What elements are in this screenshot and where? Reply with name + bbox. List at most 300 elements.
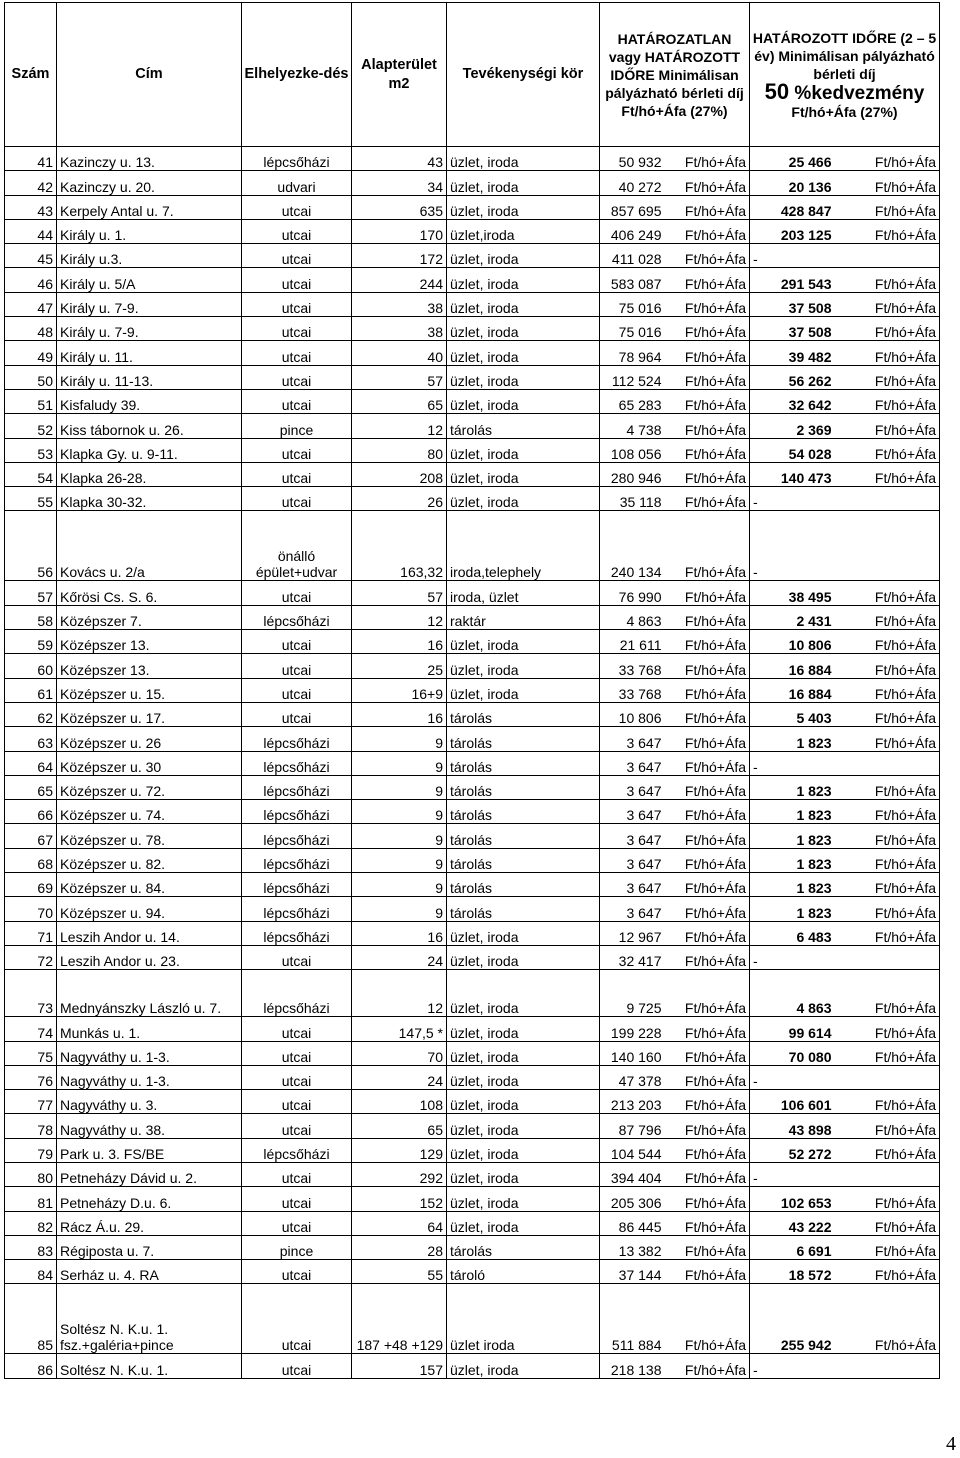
- row-activity: üzlet, iroda: [447, 1187, 600, 1211]
- row-location: utcai: [242, 1065, 352, 1089]
- row-area: 9: [352, 727, 447, 751]
- row-price-indefinite-unit: Ft/hó+Áfa: [665, 244, 750, 268]
- row-address: Király u.3.: [57, 244, 242, 268]
- table-row: [5, 873, 940, 897]
- row-address: Középszer u. 78.: [57, 824, 242, 848]
- row-address: Középszer u. 17.: [57, 702, 242, 726]
- row-number: 74: [5, 1017, 57, 1041]
- row-price-indefinite: 75 016: [600, 317, 665, 341]
- row-number: 60: [5, 654, 57, 678]
- row-location: utcai: [242, 365, 352, 389]
- row-number: 71: [5, 921, 57, 945]
- row-activity: üzlet, iroda: [447, 654, 600, 678]
- row-price-indefinite-unit: Ft/hó+Áfa: [665, 873, 750, 897]
- row-number: 67: [5, 824, 57, 848]
- row-activity: raktár: [447, 605, 600, 629]
- row-price-indefinite-unit: Ft/hó+Áfa: [665, 605, 750, 629]
- table-row: [5, 1284, 940, 1354]
- table-row: [5, 389, 940, 413]
- row-price-indefinite-unit: Ft/hó+Áfa: [665, 1041, 750, 1065]
- row-area: 25: [352, 654, 447, 678]
- header-hatarozatlan: HATÁROZATLAN vagy HATÁROZOTT IDŐRE Minimálisan pályázható bérleti díj Ft/hó+Áfa (27%): [600, 3, 750, 147]
- row-price-discount: 25 466: [750, 147, 835, 171]
- row-area: 108: [352, 1090, 447, 1114]
- row-price-discount-unit: Ft/hó+Áfa: [835, 581, 940, 605]
- row-number: 54: [5, 462, 57, 486]
- row-price-discount: 32 642: [750, 389, 835, 413]
- row-address: Középszer u. 30: [57, 751, 242, 775]
- row-address: Klapka 30-32.: [57, 487, 242, 511]
- row-location: lépcsőházi: [242, 970, 352, 1017]
- row-location: utcai: [242, 389, 352, 413]
- row-price-indefinite: 78 964: [600, 341, 665, 365]
- row-price-indefinite-unit: Ft/hó+Áfa: [665, 1162, 750, 1186]
- row-price-indefinite: 4 738: [600, 414, 665, 438]
- rental-table: [4, 2, 940, 1379]
- row-price-indefinite-unit: Ft/hó+Áfa: [665, 630, 750, 654]
- table-row: [5, 1090, 940, 1114]
- row-price-discount-unit: Ft/hó+Áfa: [835, 1017, 940, 1041]
- row-area: 16: [352, 630, 447, 654]
- row-address: Középszer u. 82.: [57, 848, 242, 872]
- row-location: utcai: [242, 1187, 352, 1211]
- row-price-discount: 38 495: [750, 581, 835, 605]
- row-location: utcai: [242, 1354, 352, 1378]
- row-area: 163,32: [352, 511, 447, 581]
- row-address: Kiss tábornok u. 26.: [57, 414, 242, 438]
- table-row: [5, 147, 940, 171]
- row-activity: tárolás: [447, 702, 600, 726]
- header-cim: Cím: [57, 3, 242, 147]
- row-price-indefinite-unit: Ft/hó+Áfa: [665, 800, 750, 824]
- row-price-discount-unit: Ft/hó+Áfa: [835, 1041, 940, 1065]
- row-address: Középszer 13.: [57, 654, 242, 678]
- row-price-discount-unit: Ft/hó+Áfa: [835, 1235, 940, 1259]
- row-price-discount: 52 272: [750, 1138, 835, 1162]
- row-activity: üzlet, iroda: [447, 945, 600, 969]
- row-area: 16+9: [352, 678, 447, 702]
- row-price-indefinite: 3 647: [600, 824, 665, 848]
- table-row: [5, 775, 940, 799]
- row-address: Rácz Á.u. 29.: [57, 1211, 242, 1235]
- row-price-indefinite: 33 768: [600, 678, 665, 702]
- row-price-indefinite: 583 087: [600, 268, 665, 292]
- row-area: 34: [352, 171, 447, 195]
- row-price-discount-unit: Ft/hó+Áfa: [835, 438, 940, 462]
- row-activity: üzlet, iroda: [447, 268, 600, 292]
- row-area: 9: [352, 751, 447, 775]
- row-address: Középszer u. 84.: [57, 873, 242, 897]
- row-price-indefinite: 3 647: [600, 727, 665, 751]
- row-area: 12: [352, 605, 447, 629]
- row-location: lépcsőházi: [242, 800, 352, 824]
- row-price-indefinite-unit: Ft/hó+Áfa: [665, 1138, 750, 1162]
- row-price-indefinite: 280 946: [600, 462, 665, 486]
- row-address: Középszer u. 94.: [57, 897, 242, 921]
- table-row: [5, 1114, 940, 1138]
- row-address: Kőrösi Cs. S. 6.: [57, 581, 242, 605]
- row-price-indefinite-unit: Ft/hó+Áfa: [665, 1090, 750, 1114]
- row-price-indefinite: 12 967: [600, 921, 665, 945]
- row-price-discount-unit: Ft/hó+Áfa: [835, 897, 940, 921]
- row-address: Nagyváthy u. 1-3.: [57, 1065, 242, 1089]
- row-price-discount: -: [750, 1162, 835, 1186]
- header-elhelyezkedes: Elhelyezke-dés: [242, 3, 352, 147]
- row-location: utcai: [242, 219, 352, 243]
- row-price-discount: 1 823: [750, 848, 835, 872]
- row-location: lépcsőházi: [242, 873, 352, 897]
- row-price-indefinite-unit: Ft/hó+Áfa: [665, 581, 750, 605]
- table-row: [5, 462, 940, 486]
- row-activity: üzlet, iroda: [447, 244, 600, 268]
- row-number: 47: [5, 292, 57, 316]
- row-location: lépcsőházi: [242, 605, 352, 629]
- row-area: 172: [352, 244, 447, 268]
- row-number: 44: [5, 219, 57, 243]
- table-row: [5, 1260, 940, 1284]
- row-price-indefinite-unit: Ft/hó+Áfa: [665, 751, 750, 775]
- row-price-indefinite-unit: Ft/hó+Áfa: [665, 775, 750, 799]
- row-price-indefinite: 3 647: [600, 775, 665, 799]
- row-number: 65: [5, 775, 57, 799]
- row-address: Mednyánszky László u. 7.: [57, 970, 242, 1017]
- row-address: Leszih Andor u. 23.: [57, 945, 242, 969]
- row-number: 61: [5, 678, 57, 702]
- row-price-indefinite: 108 056: [600, 438, 665, 462]
- row-price-indefinite: 140 160: [600, 1041, 665, 1065]
- row-number: 46: [5, 268, 57, 292]
- row-number: 53: [5, 438, 57, 462]
- row-area: 152: [352, 1187, 447, 1211]
- row-price-indefinite: 87 796: [600, 1114, 665, 1138]
- row-number: 55: [5, 487, 57, 511]
- row-price-discount-unit: Ft/hó+Áfa: [835, 630, 940, 654]
- row-price-discount: 2 431: [750, 605, 835, 629]
- row-price-discount-unit: [835, 1065, 940, 1089]
- row-activity: üzlet, iroda: [447, 1211, 600, 1235]
- row-address: Munkás u. 1.: [57, 1017, 242, 1041]
- row-activity: üzlet, iroda: [447, 970, 600, 1017]
- row-number: 77: [5, 1090, 57, 1114]
- row-price-indefinite: 40 272: [600, 171, 665, 195]
- row-location: utcai: [242, 195, 352, 219]
- row-price-discount: 37 508: [750, 292, 835, 316]
- table-row: [5, 702, 940, 726]
- row-price-discount-unit: Ft/hó+Áfa: [835, 195, 940, 219]
- row-price-indefinite-unit: Ft/hó+Áfa: [665, 678, 750, 702]
- row-area: 16: [352, 702, 447, 726]
- row-area: 9: [352, 873, 447, 897]
- row-number: 70: [5, 897, 57, 921]
- row-number: 48: [5, 317, 57, 341]
- row-activity: tárolás: [447, 824, 600, 848]
- row-price-indefinite-unit: Ft/hó+Áfa: [665, 897, 750, 921]
- row-price-indefinite: 33 768: [600, 654, 665, 678]
- row-location: utcai: [242, 1041, 352, 1065]
- row-price-discount-unit: [835, 1162, 940, 1186]
- row-location: utcai: [242, 438, 352, 462]
- row-activity: tárolás: [447, 751, 600, 775]
- row-price-indefinite-unit: Ft/hó+Áfa: [665, 654, 750, 678]
- row-price-indefinite: 13 382: [600, 1235, 665, 1259]
- row-price-discount: 56 262: [750, 365, 835, 389]
- row-address: Király u. 7-9.: [57, 317, 242, 341]
- row-address: Középszer u. 72.: [57, 775, 242, 799]
- page-number: 4: [946, 1433, 956, 1455]
- row-price-discount-unit: Ft/hó+Áfa: [835, 414, 940, 438]
- row-area: 635: [352, 195, 447, 219]
- row-price-indefinite: 112 524: [600, 365, 665, 389]
- row-price-discount-unit: Ft/hó+Áfa: [835, 1138, 940, 1162]
- row-location: utcai: [242, 1114, 352, 1138]
- row-price-discount: -: [750, 751, 835, 775]
- row-price-indefinite: 3 647: [600, 897, 665, 921]
- table-row: [5, 921, 940, 945]
- row-location: udvari: [242, 171, 352, 195]
- row-location: utcai: [242, 1211, 352, 1235]
- row-address: Soltész N. K.u. 1. fsz.+galéria+pince: [57, 1284, 242, 1354]
- row-area: 38: [352, 292, 447, 316]
- row-number: 41: [5, 147, 57, 171]
- row-price-discount: -: [750, 1354, 835, 1378]
- row-price-indefinite: 4 863: [600, 605, 665, 629]
- row-area: 12: [352, 970, 447, 1017]
- row-area: 57: [352, 581, 447, 605]
- table-row: [5, 1354, 940, 1378]
- row-address: Kazinczy u. 20.: [57, 171, 242, 195]
- row-location: lépcsőházi: [242, 824, 352, 848]
- row-price-discount: 1 823: [750, 727, 835, 751]
- row-number: 83: [5, 1235, 57, 1259]
- table-row: [5, 438, 940, 462]
- row-price-discount: 54 028: [750, 438, 835, 462]
- row-activity: üzlet, iroda: [447, 1162, 600, 1186]
- row-address: Régiposta u. 7.: [57, 1235, 242, 1259]
- row-number: 51: [5, 389, 57, 413]
- row-price-discount-unit: Ft/hó+Áfa: [835, 1114, 940, 1138]
- table-row: [5, 1211, 940, 1235]
- row-location: utcai: [242, 268, 352, 292]
- row-address: Kovács u. 2/a: [57, 511, 242, 581]
- row-location: lépcsőházi: [242, 727, 352, 751]
- row-price-indefinite-unit: Ft/hó+Áfa: [665, 848, 750, 872]
- header-hatarozott-line3: Ft/hó+Áfa (27%): [791, 103, 898, 120]
- row-number: 59: [5, 630, 57, 654]
- row-number: 79: [5, 1138, 57, 1162]
- table-row: [5, 1017, 940, 1041]
- row-area: 157: [352, 1354, 447, 1378]
- row-price-indefinite-unit: Ft/hó+Áfa: [665, 1187, 750, 1211]
- row-area: 187 +48 +129: [352, 1284, 447, 1354]
- row-price-discount: 1 823: [750, 897, 835, 921]
- row-location: utcai: [242, 654, 352, 678]
- header-row: [5, 3, 940, 147]
- row-activity: üzlet, iroda: [447, 438, 600, 462]
- row-price-indefinite-unit: Ft/hó+Áfa: [665, 195, 750, 219]
- row-price-indefinite-unit: Ft/hó+Áfa: [665, 1354, 750, 1378]
- row-price-discount: -: [750, 487, 835, 511]
- table-row: [5, 511, 940, 581]
- row-number: 45: [5, 244, 57, 268]
- row-price-discount-unit: Ft/hó+Áfa: [835, 702, 940, 726]
- row-area: 24: [352, 945, 447, 969]
- row-price-indefinite-unit: Ft/hó+Áfa: [665, 268, 750, 292]
- row-area: 26: [352, 487, 447, 511]
- row-location: lépcsőházi: [242, 921, 352, 945]
- row-location: utcai: [242, 1090, 352, 1114]
- row-price-discount: 20 136: [750, 171, 835, 195]
- table-row: [5, 244, 940, 268]
- row-area: 24: [352, 1065, 447, 1089]
- row-price-discount-unit: Ft/hó+Áfa: [835, 605, 940, 629]
- row-price-discount: 255 942: [750, 1284, 835, 1354]
- row-activity: tárolás: [447, 775, 600, 799]
- row-price-indefinite: 3 647: [600, 848, 665, 872]
- row-price-indefinite: 3 647: [600, 873, 665, 897]
- row-number: 75: [5, 1041, 57, 1065]
- row-price-discount: 39 482: [750, 341, 835, 365]
- row-activity: iroda,telephely: [447, 511, 600, 581]
- row-number: 85: [5, 1284, 57, 1354]
- row-location: utcai: [242, 945, 352, 969]
- row-activity: üzlet, iroda: [447, 462, 600, 486]
- row-price-discount: -: [750, 511, 835, 581]
- row-price-discount-unit: Ft/hó+Áfa: [835, 921, 940, 945]
- row-price-indefinite-unit: Ft/hó+Áfa: [665, 171, 750, 195]
- row-area: 208: [352, 462, 447, 486]
- row-price-discount-unit: Ft/hó+Áfa: [835, 317, 940, 341]
- row-number: 63: [5, 727, 57, 751]
- row-address: Leszih Andor u. 14.: [57, 921, 242, 945]
- row-price-discount-unit: Ft/hó+Áfa: [835, 775, 940, 799]
- table-row: [5, 317, 940, 341]
- table-row: [5, 195, 940, 219]
- row-price-indefinite: 9 725: [600, 970, 665, 1017]
- row-price-discount: 16 884: [750, 678, 835, 702]
- row-activity: üzlet, iroda: [447, 147, 600, 171]
- row-price-discount: 10 806: [750, 630, 835, 654]
- row-number: 64: [5, 751, 57, 775]
- table-row: [5, 848, 940, 872]
- row-address: Középszer 13.: [57, 630, 242, 654]
- row-price-indefinite: 65 283: [600, 389, 665, 413]
- row-area: 9: [352, 775, 447, 799]
- row-price-indefinite-unit: Ft/hó+Áfa: [665, 438, 750, 462]
- table-row: [5, 727, 940, 751]
- row-area: 9: [352, 848, 447, 872]
- row-price-indefinite: 205 306: [600, 1187, 665, 1211]
- table-row: [5, 1065, 940, 1089]
- row-price-indefinite: 37 144: [600, 1260, 665, 1284]
- row-address: Király u. 1.: [57, 219, 242, 243]
- row-number: 57: [5, 581, 57, 605]
- row-location: utcai: [242, 1017, 352, 1041]
- row-price-discount: 203 125: [750, 219, 835, 243]
- row-price-indefinite-unit: Ft/hó+Áfa: [665, 1017, 750, 1041]
- row-price-indefinite: 47 378: [600, 1065, 665, 1089]
- row-price-discount-unit: Ft/hó+Áfa: [835, 1260, 940, 1284]
- table-row: [5, 341, 940, 365]
- row-location: utcai: [242, 244, 352, 268]
- row-activity: tárolás: [447, 1235, 600, 1259]
- row-number: 62: [5, 702, 57, 726]
- row-location: utcai: [242, 317, 352, 341]
- row-area: 38: [352, 317, 447, 341]
- row-price-discount: 5 403: [750, 702, 835, 726]
- row-location: lépcsőházi: [242, 775, 352, 799]
- row-activity: tárolás: [447, 800, 600, 824]
- row-number: 76: [5, 1065, 57, 1089]
- table-row: [5, 678, 940, 702]
- table-row: [5, 292, 940, 316]
- row-location: lépcsőházi: [242, 751, 352, 775]
- row-number: 52: [5, 414, 57, 438]
- row-price-discount: 1 823: [750, 800, 835, 824]
- row-price-discount: 291 543: [750, 268, 835, 292]
- table-row: [5, 970, 940, 1017]
- row-price-indefinite: 35 118: [600, 487, 665, 511]
- row-price-indefinite-unit: Ft/hó+Áfa: [665, 511, 750, 581]
- row-number: 72: [5, 945, 57, 969]
- row-number: 50: [5, 365, 57, 389]
- row-price-discount: -: [750, 945, 835, 969]
- row-price-discount-unit: Ft/hó+Áfa: [835, 1090, 940, 1114]
- table-row: [5, 1235, 940, 1259]
- row-price-indefinite: 411 028: [600, 244, 665, 268]
- row-number: 43: [5, 195, 57, 219]
- table-row: [5, 487, 940, 511]
- row-location: utcai: [242, 581, 352, 605]
- row-price-indefinite-unit: Ft/hó+Áfa: [665, 219, 750, 243]
- row-price-indefinite-unit: Ft/hó+Áfa: [665, 1260, 750, 1284]
- row-activity: tárolás: [447, 873, 600, 897]
- row-address: Kerpely Antal u. 7.: [57, 195, 242, 219]
- row-area: 55: [352, 1260, 447, 1284]
- row-price-indefinite-unit: Ft/hó+Áfa: [665, 487, 750, 511]
- row-price-indefinite-unit: Ft/hó+Áfa: [665, 147, 750, 171]
- row-area: 65: [352, 389, 447, 413]
- row-price-indefinite-unit: Ft/hó+Áfa: [665, 702, 750, 726]
- row-address: Király u. 7-9.: [57, 292, 242, 316]
- row-number: 58: [5, 605, 57, 629]
- row-price-discount: 18 572: [750, 1260, 835, 1284]
- row-address: Kazinczy u. 13.: [57, 147, 242, 171]
- table-row: [5, 219, 940, 243]
- table-row: [5, 945, 940, 969]
- table-row: [5, 581, 940, 605]
- row-location: utcai: [242, 487, 352, 511]
- row-area: 12: [352, 414, 447, 438]
- row-price-indefinite: 213 203: [600, 1090, 665, 1114]
- table-row: [5, 268, 940, 292]
- row-location: önálló épület+udvar: [242, 511, 352, 581]
- row-address: Petneházy Dávid u. 2.: [57, 1162, 242, 1186]
- row-area: 70: [352, 1041, 447, 1065]
- row-price-discount-unit: [835, 751, 940, 775]
- row-activity: tárolás: [447, 727, 600, 751]
- row-location: utcai: [242, 630, 352, 654]
- row-price-indefinite-unit: Ft/hó+Áfa: [665, 389, 750, 413]
- row-price-discount-unit: Ft/hó+Áfa: [835, 147, 940, 171]
- row-price-indefinite: 21 611: [600, 630, 665, 654]
- row-activity: üzlet, iroda: [447, 389, 600, 413]
- table-row: [5, 1162, 940, 1186]
- row-price-indefinite-unit: Ft/hó+Áfa: [665, 1235, 750, 1259]
- row-price-discount: -: [750, 1065, 835, 1089]
- row-address: Klapka 26-28.: [57, 462, 242, 486]
- row-price-indefinite-unit: Ft/hó+Áfa: [665, 921, 750, 945]
- row-activity: üzlet, iroda: [447, 1065, 600, 1089]
